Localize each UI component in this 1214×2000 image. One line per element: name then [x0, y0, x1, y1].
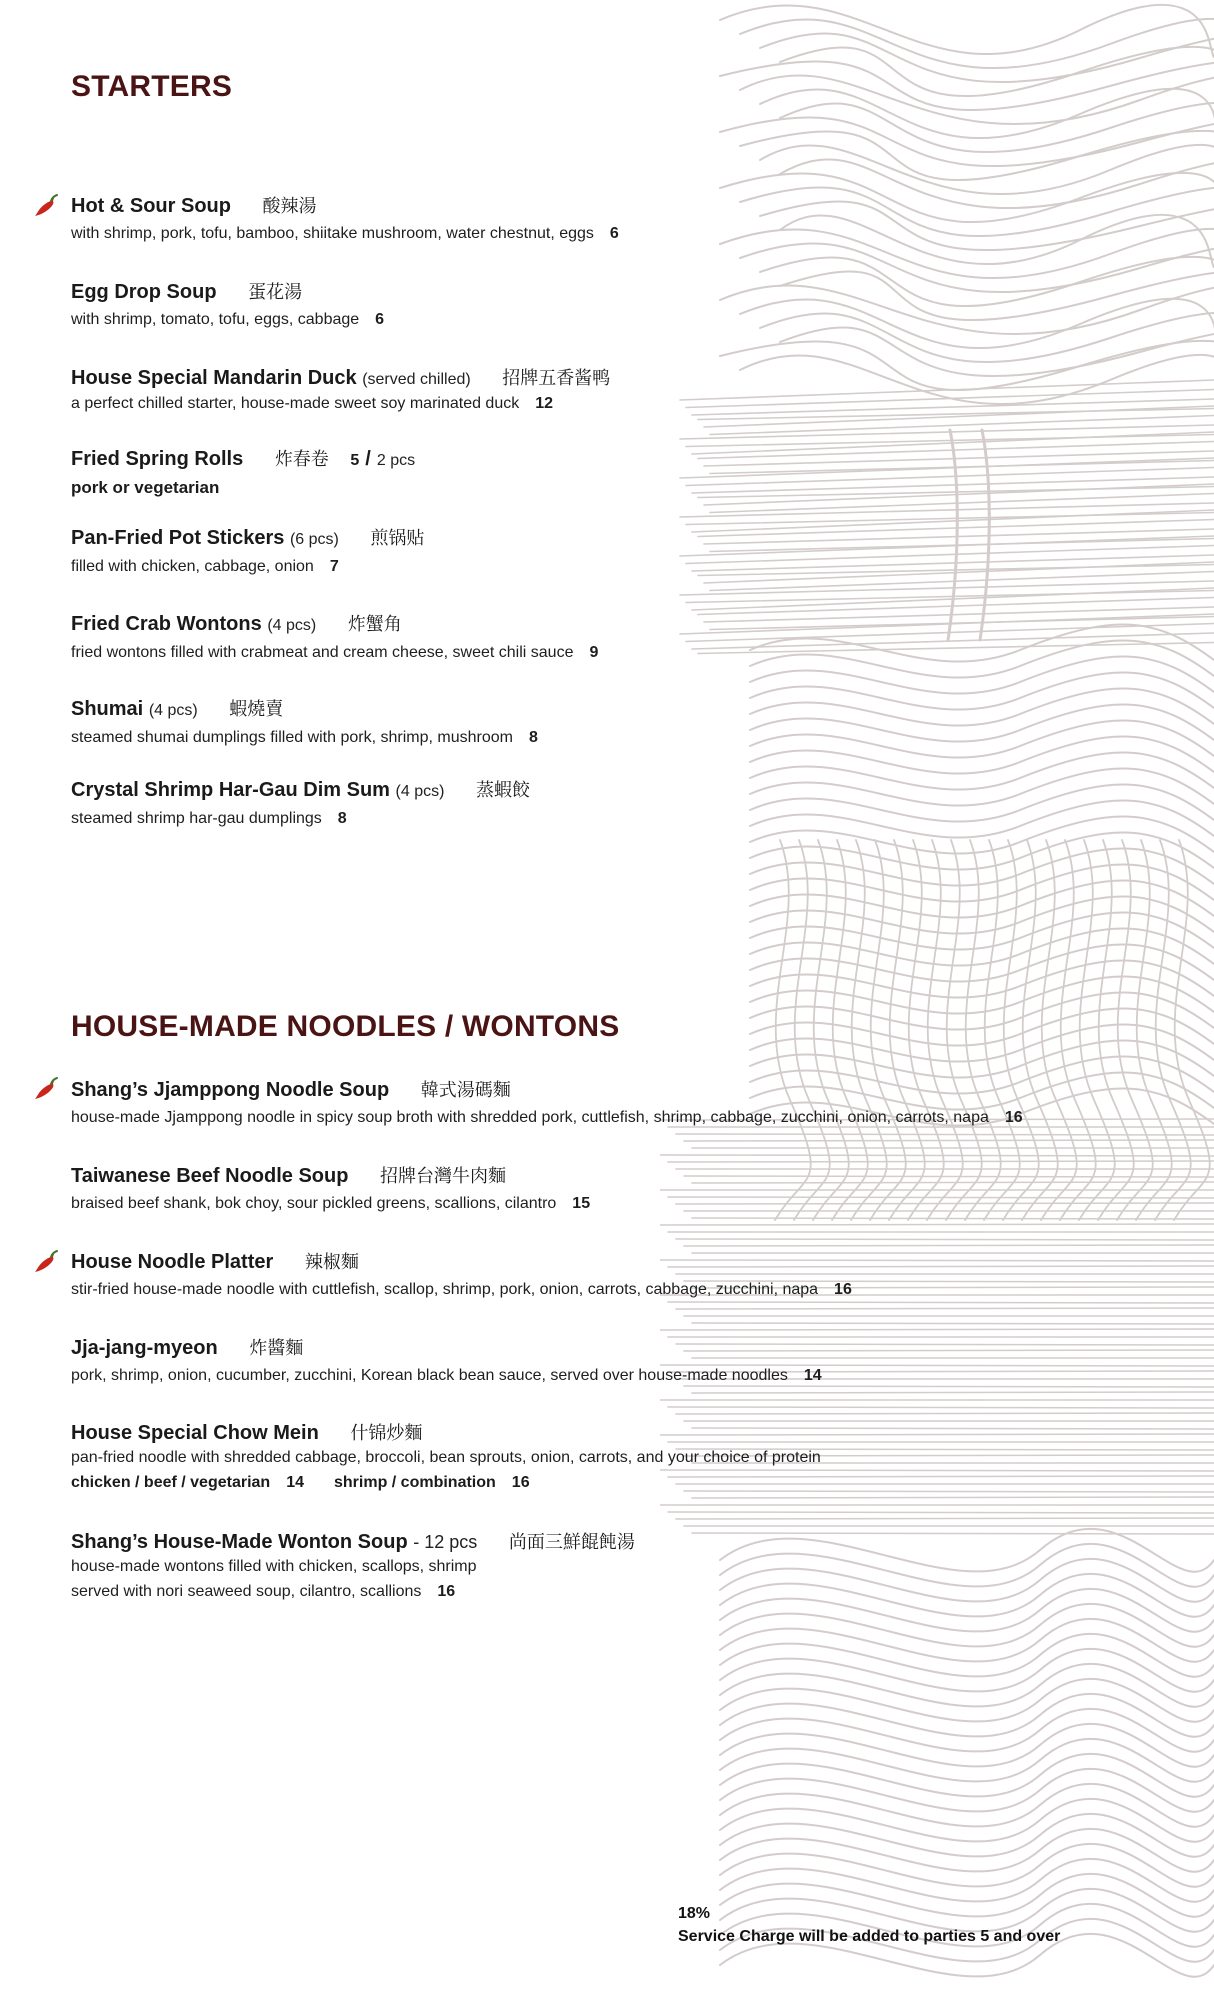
item-name: Shang’s House-Made Wonton Soup [71, 1531, 408, 1553]
menu-item-har-gau [71, 777, 1171, 833]
item-chinese-name: 什锦炒麵 [350, 1423, 423, 1444]
item-description: steamed shrimp har-gau dumplings [71, 810, 322, 827]
item-chinese-name: 蛋花湯 [248, 282, 303, 303]
item-price: 6 [609, 225, 619, 242]
item-chinese-name: 蒸蝦餃 [476, 780, 530, 801]
item-chinese-name: 酸辣湯 [262, 196, 317, 217]
item-description: a perfect chilled starter, house-made sweet soy marinated duck [71, 395, 520, 412]
item-price: 14 [286, 1474, 304, 1491]
item-price: 16 [834, 1281, 852, 1298]
item-name: Shumai [71, 698, 144, 720]
item-price: 5 [350, 452, 360, 469]
item-description: braised beef shank, bok choy, sour pickled greens, scallions, cilantro [71, 1195, 557, 1212]
item-price: 12 [535, 395, 554, 412]
section-title-starters: STARTERS [71, 70, 233, 103]
chili-pepper-icon [34, 192, 60, 218]
item-price: 7 [329, 558, 339, 575]
item-description: with shrimp, pork, tofu, bamboo, shiitake mushroom, water chestnut, eggs [71, 225, 594, 242]
item-option: chicken / beef / vegetarian [71, 1474, 271, 1491]
item-chinese-name: 蝦燒賣 [229, 699, 284, 720]
section-title-noodles: HOUSE-MADE NOODLES / WONTONS [71, 1010, 620, 1043]
item-chinese-name: 尚面三鮮餛飩湯 [508, 1532, 635, 1553]
item-name: Shang’s Jjamppong Noodle Soup [71, 1079, 390, 1101]
item-name: Jja-jang-myeon [71, 1337, 218, 1359]
menu-item-pot-stickers [71, 525, 1171, 581]
item-quantity: (4 pcs) [148, 702, 198, 719]
menu-item-shumai [71, 696, 1171, 752]
item-name: Hot & Sour Soup [71, 195, 231, 217]
menu-item-spring-rolls [71, 446, 1171, 502]
service-charge-percent: 18% [678, 1905, 711, 1922]
item-description: house-made wontons filled with chicken, scallops, shrimp [71, 1558, 477, 1575]
item-name: House Special Chow Mein [71, 1422, 319, 1444]
item-name: House Special Mandarin Duck [71, 367, 357, 389]
chili-pepper-icon [34, 1248, 60, 1274]
item-chinese-name: 炸醬麵 [249, 1338, 304, 1359]
menu-item-jjajangmyeon [71, 1335, 1171, 1390]
item-description: filled with chicken, cabbage, onion [71, 558, 314, 575]
item-description: fried wontons filled with crabmeat and cream cheese, sweet chili sauce [71, 644, 574, 661]
item-quantity: (6 pcs) [289, 531, 339, 548]
item-description: pork, shrimp, onion, cucumber, zucchini, Korean black bean sauce, served over house-made noodles [71, 1367, 788, 1384]
item-options: pork or vegetarian [71, 478, 220, 497]
item-price: 8 [337, 810, 347, 827]
item-name: House Noodle Platter [71, 1251, 274, 1273]
menu-item-taiwanese-beef-noodle [71, 1163, 1171, 1218]
item-name: Egg Drop Soup [71, 281, 217, 303]
item-name: Fried Crab Wontons [71, 613, 262, 635]
price-separator: / [365, 448, 371, 470]
item-price: 8 [528, 729, 538, 746]
menu-item-wonton-soup [71, 1529, 1171, 1606]
item-name: Taiwanese Beef Noodle Soup [71, 1165, 349, 1187]
item-quantity: (4 pcs) [267, 617, 317, 634]
menu-item-chow-mein [71, 1420, 1171, 1497]
item-name: Pan-Fried Pot Stickers [71, 527, 285, 549]
chili-pepper-icon [34, 1075, 60, 1101]
item-option: shrimp / combination [334, 1474, 496, 1491]
item-description: house-made Jjamppong noodle in spicy soup broth with shredded pork, cuttlefish, shrimp, cabbage, zucchini, onion, carrots, napa [71, 1109, 989, 1126]
item-description: steamed shumai dumplings filled with pork, shrimp, mushroom [71, 729, 513, 746]
menu-item-mandarin-duck [71, 365, 1171, 415]
item-description: pan-fried noodle with shredded cabbage, broccoli, bean sprouts, onion, carrots, and your choice of protein [71, 1449, 821, 1466]
item-name: Fried Spring Rolls [71, 448, 244, 470]
item-serving-note: (served chilled) [362, 371, 471, 388]
item-chinese-name: 韓式湯碼麵 [420, 1080, 511, 1101]
item-quantity: 2 pcs [376, 452, 416, 469]
menu-item-hot-sour-soup [71, 193, 1171, 248]
item-name: Crystal Shrimp Har-Gau Dim Sum [71, 779, 390, 801]
item-quantity: - 12 pcs [413, 1532, 478, 1552]
item-price: 9 [589, 644, 599, 661]
item-price: 16 [437, 1583, 456, 1600]
service-charge-note [678, 1902, 1060, 1948]
menu-item-noodle-platter [71, 1249, 1171, 1304]
item-chinese-name: 招牌台灣牛肉麵 [380, 1166, 507, 1187]
menu-item-crab-wontons [71, 611, 1171, 667]
item-price: 14 [803, 1367, 822, 1384]
service-charge-text: Service Charge will be added to parties 5 and over [678, 1928, 1061, 1945]
item-description: stir-fried house-made noodle with cuttlefish, scallop, shrimp, pork, onion, carrots, cabbage, zucchini, napa [71, 1281, 819, 1298]
item-chinese-name: 辣椒麵 [304, 1252, 359, 1273]
item-quantity: (4 pcs) [395, 783, 445, 800]
menu-item-egg-drop-soup [71, 279, 1171, 334]
item-description: with shrimp, tomato, tofu, eggs, cabbage [71, 311, 360, 328]
item-chinese-name: 煎锅贴 [370, 528, 425, 549]
item-price: 16 [1004, 1109, 1023, 1126]
item-price: 6 [375, 311, 385, 328]
menu-item-jjamppong [71, 1077, 1171, 1132]
item-price: 15 [572, 1195, 591, 1212]
item-chinese-name: 炸蟹角 [347, 614, 402, 635]
item-chinese-name: 招牌五香酱鸭 [502, 368, 611, 389]
item-price: 16 [511, 1474, 530, 1491]
item-description: served with nori seaweed soup, cilantro, scallions [71, 1583, 422, 1600]
item-chinese-name: 炸春卷 [274, 449, 329, 470]
